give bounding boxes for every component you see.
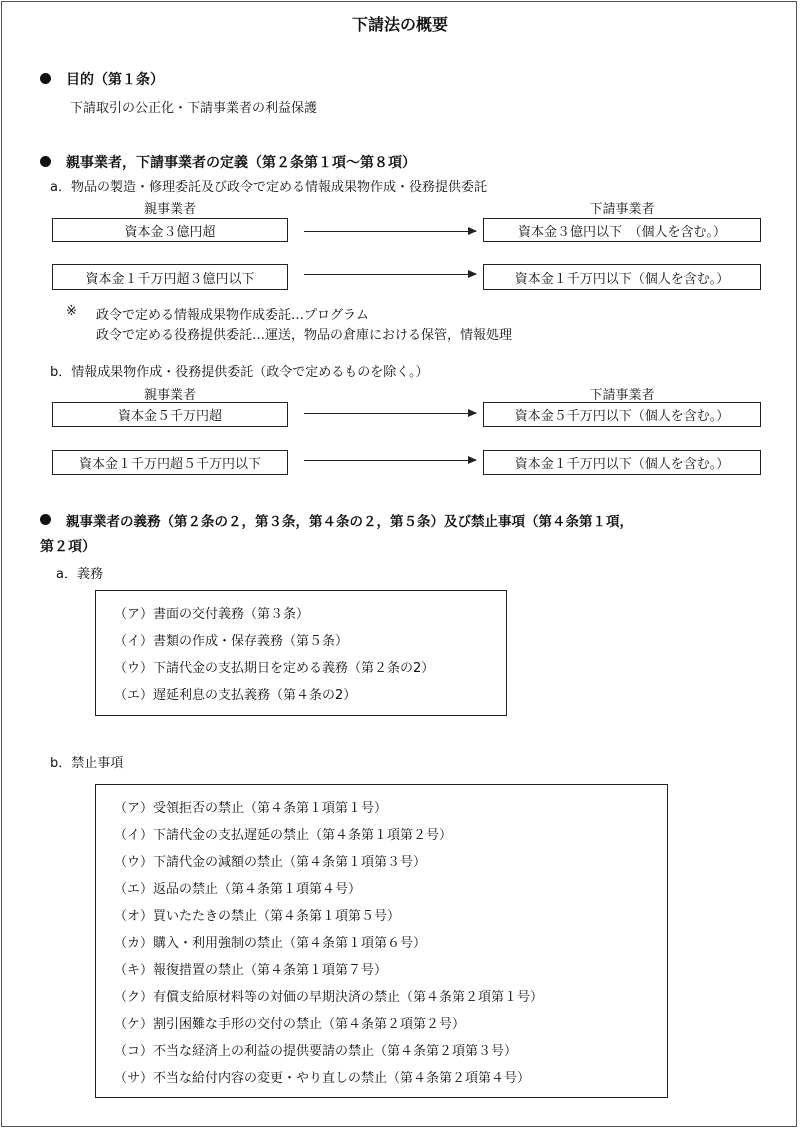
prohibitions-box xyxy=(95,784,668,1098)
parent-capital-box: 資本金３億円超 xyxy=(52,218,288,242)
prohibition-item: （サ）不当な給付内容の変更・やり直しの禁止（第４条第２項第４号） xyxy=(114,1071,531,1086)
arrow-icon xyxy=(304,413,476,414)
parent-capital-box: 資本金１千万円超５千万円以下 xyxy=(52,450,288,475)
subcontractor-capital-box: 資本金１千万円以下（個人を含む。） xyxy=(483,450,761,475)
prohibition-item: （オ）買いたたきの禁止（第４条第１項第５号） xyxy=(114,909,401,924)
obligation-item: （ウ）下請代金の支払期日を定める義務（第２条の2） xyxy=(114,661,435,676)
prohibition-item: （ケ）割引困難な手形の交付の禁止（第４条第２項第２号） xyxy=(114,1017,466,1032)
parent-capital-box: 資本金１千万円超３億円以下 xyxy=(52,264,288,290)
arrow-icon xyxy=(304,231,476,232)
parent-header: 親事業者 xyxy=(143,388,196,403)
subcontractor-capital-box: 資本金５千万円以下（個人を含む。） xyxy=(483,402,761,427)
note-line-2: 政令で定める役務提供委託…運送，物品の倉庫における保管，情報処理 xyxy=(96,328,513,343)
subcontractor-capital-box: 資本金１千万円以下（個人を含む。） xyxy=(483,264,761,290)
obligation-item: （エ）遅延利息の支払義務（第４条の2） xyxy=(114,688,357,703)
prohibition-item: （エ）返品の禁止（第４条第１項第４号） xyxy=(114,882,362,897)
bullet-icon xyxy=(40,514,51,525)
obligation-item: （ア）書面の交付義務（第３条） xyxy=(114,607,310,622)
arrow-icon xyxy=(304,460,476,461)
bullet-icon xyxy=(40,73,51,84)
arrow-icon xyxy=(304,274,476,275)
purpose-text: 下請取引の公正化・下請事業者の利益保護 xyxy=(70,101,318,116)
definitions-heading: 親事業者，下請事業者の定義（第２条第１項～第８項） xyxy=(66,155,416,171)
obligations-b-label: b．禁止事項 xyxy=(50,756,124,771)
prohibition-item: （コ）不当な経済上の利益の提供要請の禁止（第４条第２項第３号） xyxy=(114,1044,518,1059)
subcontractor-capital-box: 資本金３億円以下 （個人を含む。） xyxy=(483,218,761,242)
obligations-box xyxy=(95,590,507,716)
prohibition-item: （キ）報復措置の禁止（第４条第１項第７号） xyxy=(114,963,388,978)
obligations-heading-cont: 第２項） xyxy=(40,539,96,555)
parent-header: 親事業者 xyxy=(143,202,196,217)
page-title: 下請法の概要 xyxy=(351,15,448,34)
subcontractor-header: 下請事業者 xyxy=(589,388,655,403)
prohibition-item: （ウ）下請代金の減額の禁止（第４条第１項第３号） xyxy=(114,855,427,870)
parent-capital-box: 資本金５千万円超 xyxy=(52,402,288,427)
definitions-b-label: b．情報成果物作成・役務提供委託（政令で定めるものを除く。） xyxy=(50,365,429,380)
subcontractor-header: 下請事業者 xyxy=(589,202,655,217)
obligation-item: （イ）書類の作成・保存義務（第５条） xyxy=(114,634,349,649)
prohibition-item: （イ）下請代金の支払遅延の禁止（第４条第１項第２号） xyxy=(114,828,453,843)
definitions-a-label: a．物品の製造・修理委託及び政令で定める情報成果物作成・役務提供委託 xyxy=(50,180,487,195)
prohibition-item: （ア）受領拒否の禁止（第４条第１項第１号） xyxy=(114,801,388,816)
prohibition-item: （カ）購入・利用強制の禁止（第４条第１項第６号） xyxy=(114,936,427,951)
prohibition-item: （ク）有償支給原材料等の対価の早期決済の禁止（第４条第２項第１号） xyxy=(114,990,544,1005)
note-mark: ※ xyxy=(66,304,77,319)
obligations-a-label: a．義務 xyxy=(56,567,103,582)
purpose-heading: 目的（第１条） xyxy=(66,72,164,88)
bullet-icon xyxy=(40,156,51,167)
obligations-heading: 親事業者の義務（第２条の２，第３条，第４条の２，第５条）及び禁止事項（第４条第１項， xyxy=(66,514,633,530)
note-line-1: 政令で定める情報成果物作成委託…プログラム xyxy=(96,308,369,323)
